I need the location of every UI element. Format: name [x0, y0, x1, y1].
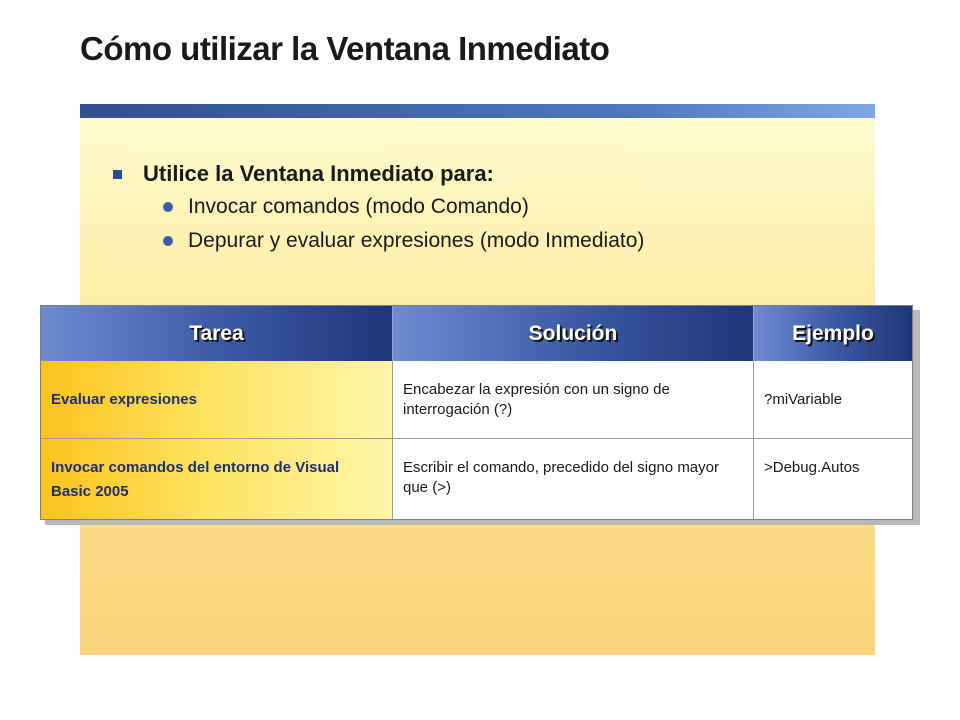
- round-bullet-icon: [163, 236, 173, 246]
- table-row: [41, 361, 912, 439]
- task-cell: Evaluar expresiones: [41, 361, 393, 438]
- round-bullet-icon: [163, 202, 173, 212]
- square-bullet-icon: [113, 170, 122, 179]
- title-accent-bar: [80, 104, 875, 118]
- sub-bullet: [163, 190, 644, 224]
- header-tarea: Tarea: [41, 306, 393, 361]
- table-row: [41, 439, 912, 519]
- solution-cell: Encabezar la expresión con un signo de interrogación (?): [393, 361, 754, 438]
- header-ejemplo: Ejemplo: [754, 306, 912, 361]
- task-cell: Invocar comandos del entorno de Visual Basic 2005: [41, 439, 393, 519]
- example-cell: ?miVariable: [754, 361, 912, 438]
- table-header: [41, 306, 912, 361]
- example-cell: >Debug.Autos: [754, 439, 912, 519]
- main-bullet: [113, 158, 644, 190]
- commands-table: [40, 305, 913, 520]
- sub-bullet: [163, 224, 644, 258]
- header-solucion: Solución: [393, 306, 754, 361]
- bullet-list: [113, 158, 644, 258]
- solution-cell: Escribir el comando, precedido del signo mayor que (>): [393, 439, 754, 519]
- sub-bullet-text: Invocar comandos (modo Comando): [188, 195, 529, 218]
- sub-bullet-text: Depurar y evaluar expresiones (modo Inmediato): [188, 229, 645, 252]
- main-bullet-text: Utilice la Ventana Inmediato para:: [143, 161, 494, 186]
- page-title: Cómo utilizar la Ventana Inmediato: [80, 30, 610, 67]
